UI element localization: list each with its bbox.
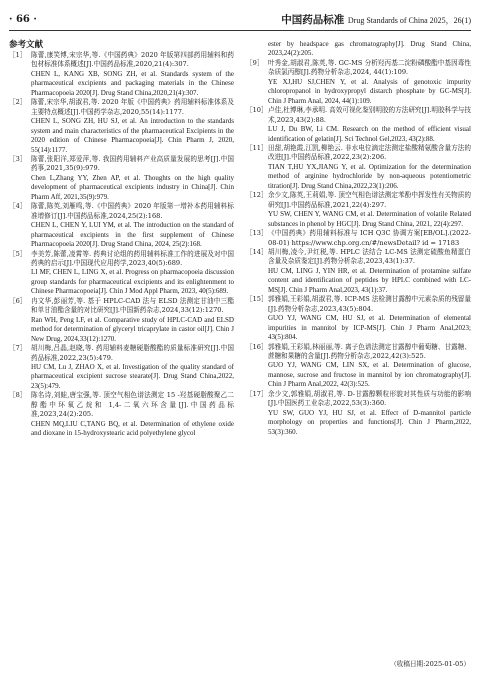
reference-text-en: Chen L,Zhang YY, Zhen AP, et al. Thoughts on the high quality development of pharmaceutical excipients industry in China[J]. Chin Pharm Aff, 2021,35(9):979. <box>31 173 234 201</box>
reference-text-zh: 余少文,郭雅娟,胡淑君,等. D-甘露醇颗粒形貌对其性质与功能的影响[J].中国医药工业杂志,2022,53(3):360. <box>268 389 471 408</box>
reference-text-en: ester by headspace gas chromatography[J]. Drug Stand China, 2023,24(2):205. <box>268 40 471 58</box>
reference-number: ［14］ <box>246 247 268 256</box>
reference-text-zh: 胡川梅,吕晶,赵晓,等. 药用辅料麦糖硬脂酸酯的质量标准研究[J].中国药品标准,2022,23(5):479. <box>31 344 234 362</box>
reference-number: ［1］ <box>9 51 27 59</box>
reference-number: ［17］ <box>246 389 268 398</box>
reference-text-zh: 田甜,胡艳霞,江凯,柳艳云. 非水电位滴定法测定盐酸精氨酸含量方法的改进[J].中国药品标准,2022,23(2):206. <box>268 143 471 162</box>
reference-text-en: YU SW, GUO YJ, HU SJ, et al. Effect of D-mannitol particle morphology on properties and functions[J]. Chin J Pharm,2022, 53(3):360. <box>268 408 471 436</box>
reference-item <box>246 248 471 295</box>
journal-title <box>281 12 471 27</box>
reference-text-en: Ran WH, Peng LF, et al. Comparative study of HPLC-CAD and ELSD method for determination of glyceryl tricaprylate in castor oil[J]. Chin J New Drug, 2024,33(12):1270. <box>31 315 234 343</box>
reference-text-zh: 陈蕾,陈英,刘雁鸣,等.《中国药典》2020 年版第一增补本药用辅料标准增修订[J].中国药品标准,2024,25(2):168. <box>31 202 234 220</box>
reference-text-en: CHEN L, CHEN Y, LUI YM, et al. The introduction on the standard of pharmaceutical excipients in the first supplement of Chinese Pharmacopoeia 2020[J]. Drug Stand China, 2024, 25(2):168. <box>31 221 234 249</box>
reference-number: ［3］ <box>9 154 27 163</box>
reference-number: ［11］ <box>246 143 268 152</box>
reference-text-zh: 冉文华,彭丽芳,等. 基于 HPLC-CAD 法与 ELSD 法测定甘油中三酯和单甘油酯含量的对比研究[J].中国新药杂志,2024,33(12):1270. <box>31 296 234 315</box>
reference-text-en: LI MF, CHEN L, LING X, et al. Progress on pharmacopoeia discussion group standards for pharmaceutical excipients and its enlightenment to Chinese Pharmacopoeia[J]. Chin J Mod Appl Pharm, 2023, 40(5):689. <box>31 268 234 296</box>
reference-text-en: YE XJ,HU SJ,CHEN Y, et al. Analysis of genotoxic impurity chloropropanol in hydroxypropyl distarch phosphate by GC-MS[J]. Chin J Pharm Anal, 2024, 44(1):109. <box>268 77 471 105</box>
reference-item <box>246 191 471 229</box>
running-header <box>9 8 471 32</box>
reference-text-en: GUO YJ, WANG CM, LIN SX, et al. Determination of glucose, mannose, sucrose and fructose in mannitol by ion chromatography[J]. Chin J Pharm Anal,2022, 42(3):525. <box>268 361 471 389</box>
reference-text-zh: 卢佳,杜博琳,李承明. 高效可视化鉴别明胶的方法研究[J].明胶科学与技术,2023,43(2):88. <box>268 106 471 124</box>
reference-item <box>246 59 471 106</box>
reference-number: ［4］ <box>9 202 27 211</box>
reference-item <box>246 144 471 191</box>
reference-text-zh: 陈名诗,刘蛙,唐宝强,等. 顶空气相色谱法测定 15 -羟基硬脂酸聚乙二醇酯中环氧乙烷和 1,4-二氧六环含量[J].中国药品标准,2023,24(2):205. <box>31 391 234 419</box>
reference-number: ［9］ <box>246 58 264 67</box>
received-date: （收稿日期:2025-01-05） <box>390 660 470 668</box>
reference-text-zh: 李美芳,陈蕾,凌霄等. 药典讨论组的药用辅料标准工作的进展及对中国药典的启示[J].中国现代应用药学,2023,40(5):689. <box>31 249 234 267</box>
reference-number: ［2］ <box>9 98 27 107</box>
reference-item <box>246 106 471 144</box>
reference-text-en: HU CM, Lu J, ZHAO X, et al. Investigation of the quality standard of pharmaceutical excipient sucrose stearate[J]. Drug Stand China,2022, 23(5):479. <box>31 362 234 390</box>
reference-number: ［10］ <box>246 106 268 115</box>
journal-title-zh: 中国药品标准 <box>281 14 345 26</box>
reference-text-en: TIAN T,HU YX,JIANG Y, et al. Optimization for the determination method of arginine hydrochloride by non-aqueous potentiometric titration[J]. Drug Stand China,2022,23(1):206. <box>268 162 471 190</box>
reference-number: ［15］ <box>246 295 268 304</box>
reference-text-en: YU SW, CHEN Y, WANG CM, et al. Determination of volatile Related substances in phenol by HGC[J]. Drug Stand China, 2021, 22(4):297. <box>268 210 471 228</box>
reference-item <box>9 51 234 98</box>
left-column <box>9 40 234 439</box>
reference-number: ［6］ <box>9 296 27 305</box>
journal-title-en: Drug Standards of China 2025，26(1) <box>347 16 471 25</box>
reference-text-en: CHEN L, SONG ZH, HU SJ, et al. An introduction to the standards system and main characteristics of the pharmaceutical Excipients in the 2020 edition of Chinese Pharmacopoeia[J]. Chin Pharm J, 2020, 55(14):1177. <box>31 117 234 154</box>
header-rule <box>9 30 471 31</box>
reference-item <box>9 98 234 155</box>
reference-text-zh: 陈蕾,康笑博,宋宗华,等.《中国药典》2020 年版第四部药用辅料和药包材标准体系概述[J].中国药品标准,2020,21(4):307. <box>31 51 234 69</box>
reference-item <box>246 295 471 342</box>
reference-item <box>246 390 471 437</box>
reference-text-en: CHEN L, KANG XB, SONG ZH, et al. Standards system of the pharmaceutical excipients and packaging materials in the Chinese Pharmacopoeia 2020[J]. Drug Stand China,2020,21(4):307. <box>31 69 234 97</box>
reference-number: ［12］ <box>246 191 268 200</box>
reference-text-zh: 郭雅娟,王彩娟,林丽丽,等. 离子色谱法测定甘露醇中葡萄糖、甘露糖、蔗糖和果糖的含量[J].药物分析杂志,2022,42(3):525. <box>268 342 471 360</box>
reference-item <box>9 297 234 344</box>
reference-item <box>9 344 234 391</box>
reference-text-zh: 叶秀金,胡淑君,陈英,等. GC-MS 分析羟丙基二淀粉磷酸酯中基因毒性杂质氯丙醇[J].药物分析杂志,2024, 44(1):109. <box>268 58 471 77</box>
reference-number: ［16］ <box>246 342 268 351</box>
reference-number: ［7］ <box>9 344 27 353</box>
reference-text-en: CHEN MQ,LIU C,TANG BQ, et al. Determination of ethylene oxide and dioxane in 15-hydroxystearic acid polyethylene glycol <box>31 419 234 438</box>
reference-number: ［13］ <box>246 229 268 238</box>
right-column <box>246 40 471 437</box>
reference-text-en: HU CM, LING J, YIN HR, et al. Determination of protamine sulfate content and identification of peptides by HPLC combined with LC-MS[J]. Chin J Pharm Anal,2023, 43(1):37. <box>268 266 471 294</box>
reference-number: ［5］ <box>9 249 27 258</box>
reference-item <box>9 250 234 297</box>
reference-item <box>9 391 234 438</box>
reference-text-zh: 陈蕾,宋宗华,胡淑君,等. 2020 年版《中国药典》药用辅料标准体系及主要特点概述[J].中国药学杂志,2020,55(14):1177. <box>31 98 234 116</box>
reference-item <box>246 40 471 59</box>
reference-text-zh: 余少文,陈英,王莉娟,等. 顶空气相色谱法测定苯酚中挥发性有关物质的研究[J].中国药品标准,2021,22(4):297. <box>268 191 471 209</box>
reference-text-zh: 胡川梅,凌今,尹红税,等. HPLC 法结合 LC-MS 法测定硫酸鱼精蛋白含量及杂质鉴定[J].药物分析杂志,2023,43(1):37. <box>268 247 471 266</box>
reference-text-zh: 《中国药典》药用辅料标准与 ICH Q3C 协调方案[EB/OL].(2022-08-01) https://www.chp.org.cn/#/newsDetail? id = 17183 <box>268 229 471 247</box>
reference-text-en: LU J, Du BW, Li CM. Research on the method of efficient visual identification of gelatin[J]. Sci Technol Gel,2023, 43(2):88. <box>268 125 471 143</box>
section-title: 参考文献 <box>9 40 44 50</box>
reference-item <box>9 155 234 202</box>
reference-item <box>246 229 471 248</box>
reference-text-en: GUO YJ, WANG CM, HU SJ, et al. Determination of elemental impurities in mannitol by ICP-MS[J]. Chin J Pharm Anal,2023; 43(5):804. <box>268 314 471 342</box>
page-number: · 66 · <box>9 14 37 25</box>
reference-number: ［8］ <box>9 391 27 400</box>
reference-item <box>9 202 234 249</box>
reference-text-zh: 陈蕾,张阳洋,郑爱萍,等. 我国药用辅料产业高质量发展的思考[J].中国药事,2021,35(9):979. <box>31 154 234 173</box>
reference-item <box>246 343 471 390</box>
reference-text-zh: 郭雅娟,王彩娟,胡淑君,等. ICP-MS 法检测甘露醇中元素杂质的残留量[J].药物分析杂志,2023,43(5):804. <box>268 295 471 313</box>
